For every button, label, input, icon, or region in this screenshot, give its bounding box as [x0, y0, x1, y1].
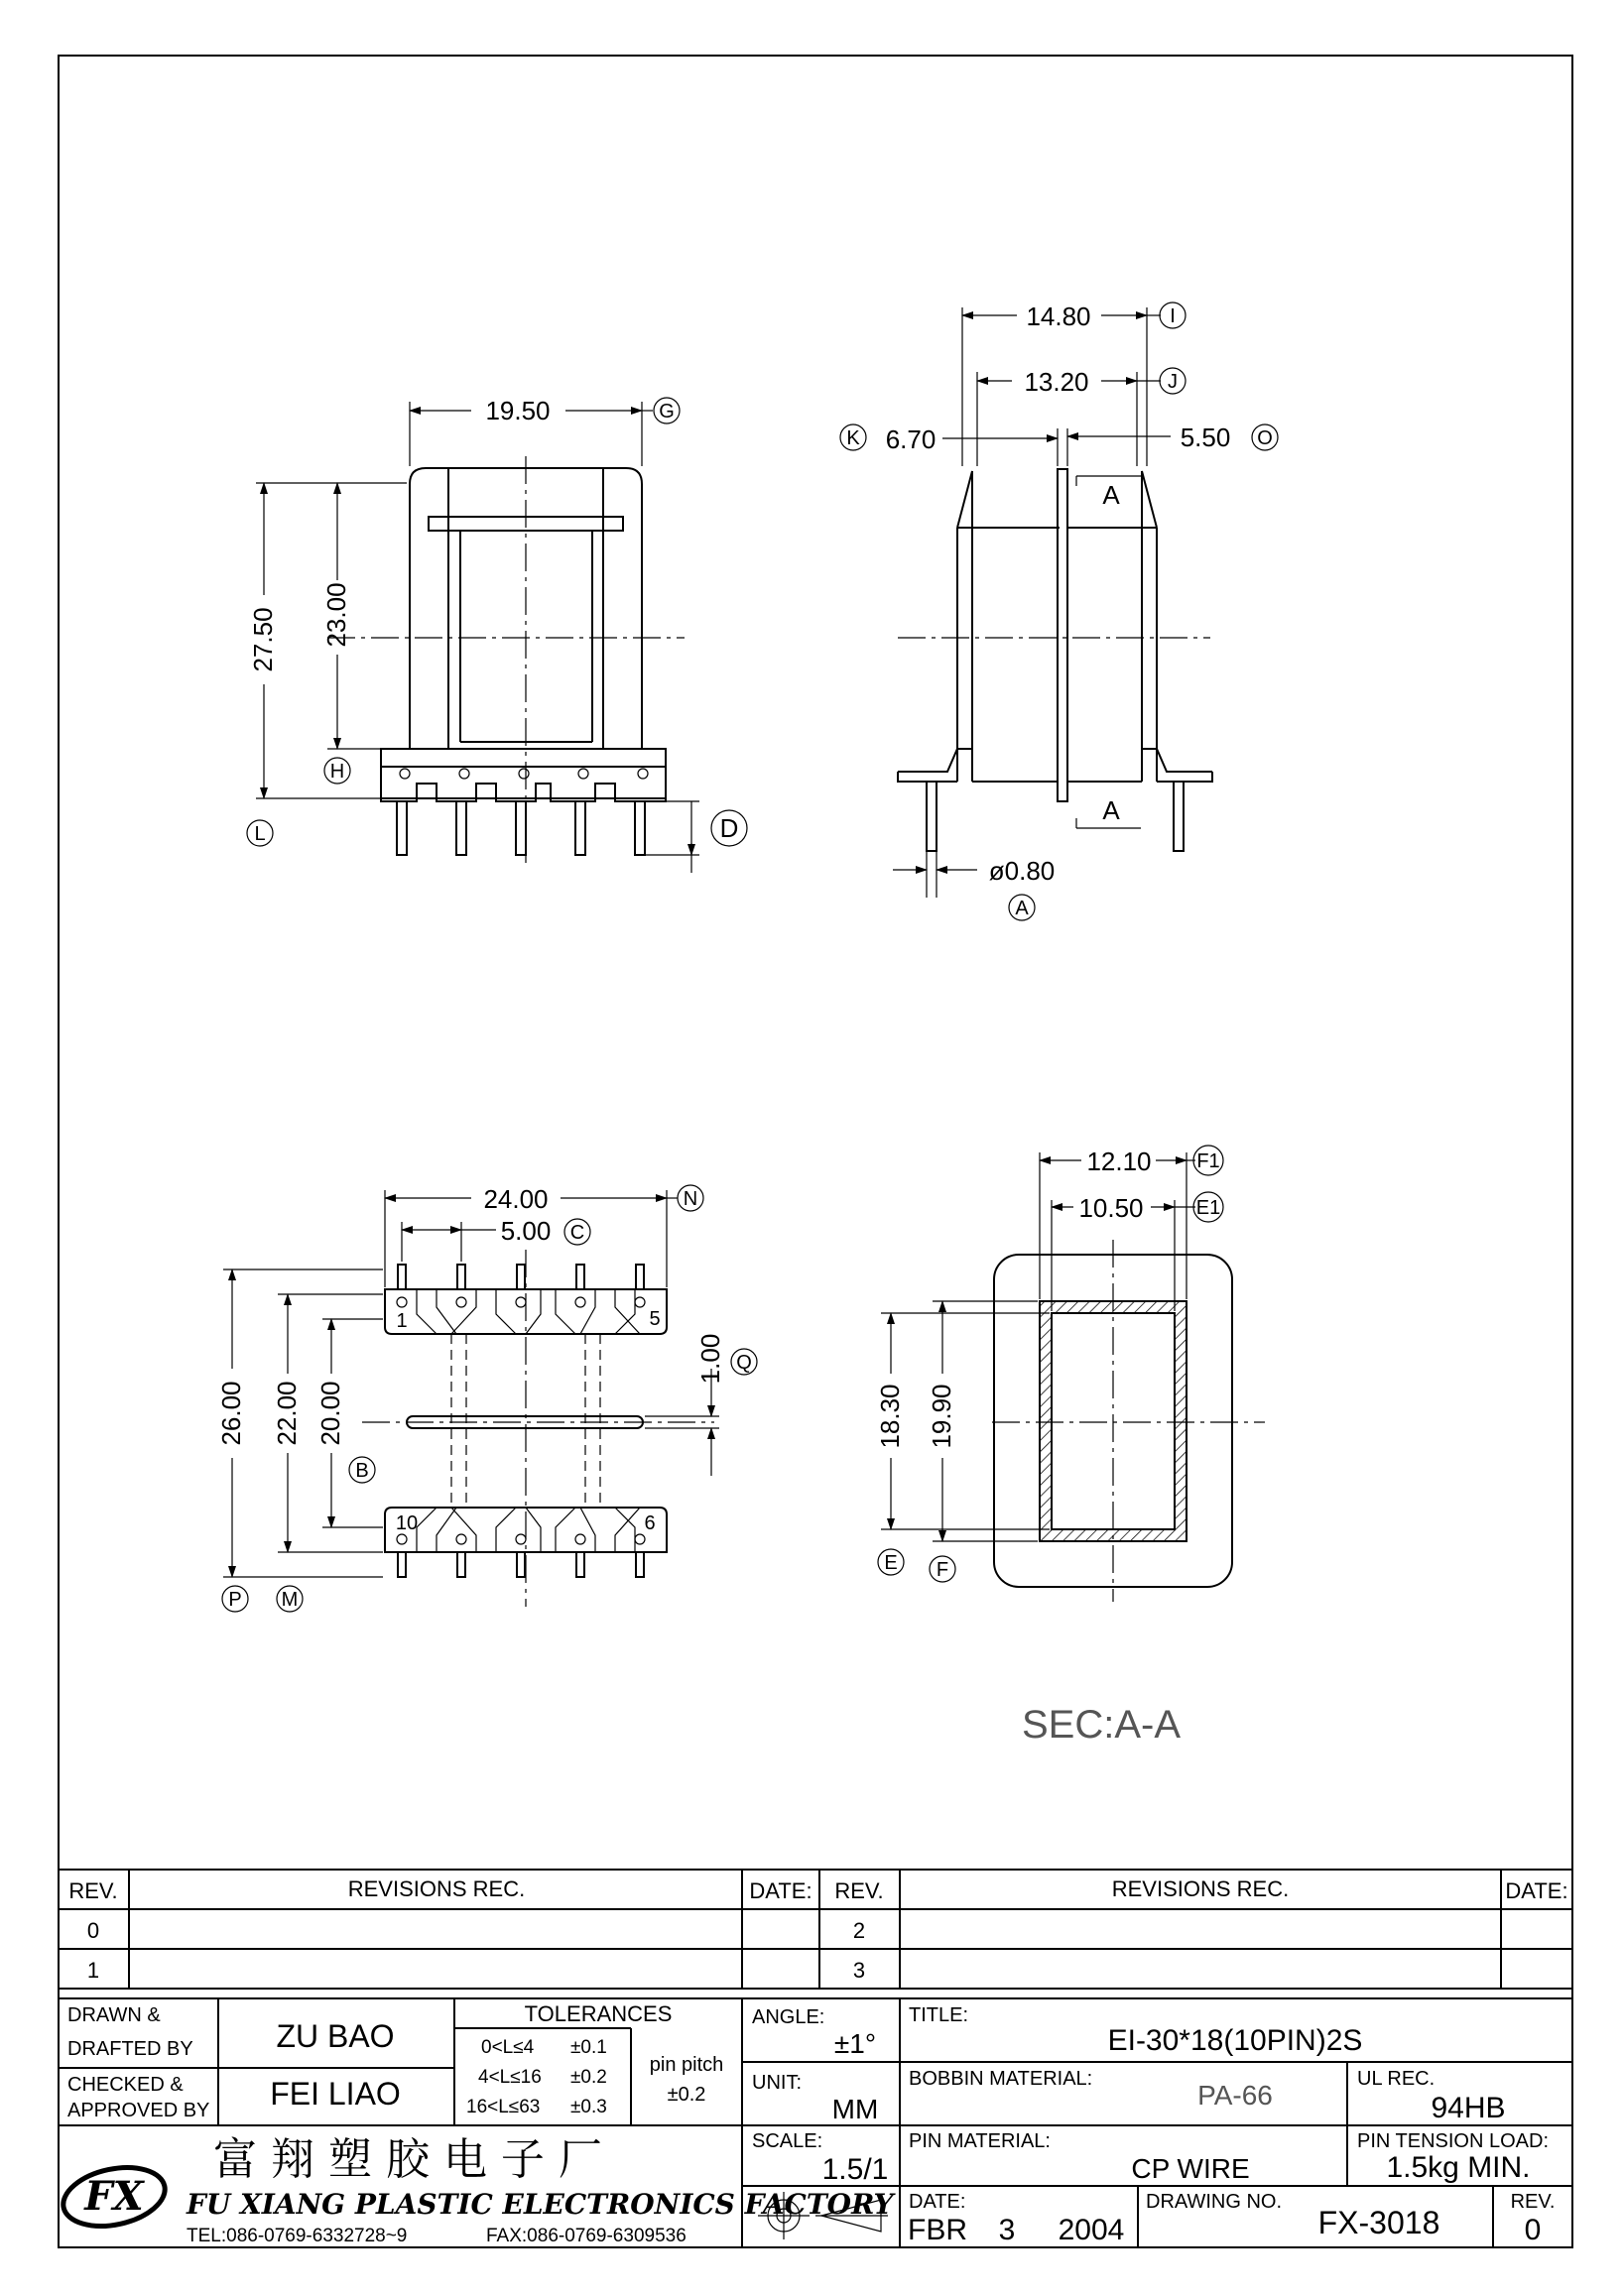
svg-text:Q: Q [736, 1352, 752, 1374]
checked-value: FEI LIAO [270, 2076, 401, 2112]
tol-3v: ±0.3 [570, 2097, 607, 2117]
scale-label: SCALE: [752, 2130, 823, 2152]
dim-5-00: 5.00 [500, 1216, 552, 1246]
pin-pitch-value: ±0.2 [667, 2084, 706, 2106]
svg-text:G: G [659, 401, 675, 423]
date-label: DATE: [909, 2191, 966, 2213]
tol-1: 0<L≤4 [481, 2037, 535, 2058]
marker-j [1160, 368, 1186, 394]
company-english-name: FU XIANG PLASTIC ELECTRONICS FACTORY [187, 2188, 894, 2221]
marker-c [564, 1219, 590, 1245]
rev-header-right: REV. [834, 1878, 884, 1903]
marker-h [324, 758, 350, 784]
svg-text:N: N [683, 1188, 698, 1210]
marker-m [277, 1586, 303, 1612]
marker-d [711, 810, 747, 846]
dim-19-90: 19.90 [927, 1384, 956, 1449]
marker-e [878, 1549, 904, 1575]
bottom-view [216, 1184, 725, 1607]
marker-i [1160, 302, 1186, 328]
svg-text:E1: E1 [1195, 1197, 1221, 1219]
tol-1v: ±0.1 [570, 2037, 607, 2058]
bobbin-label: BOBBIN MATERIAL: [909, 2068, 1093, 2090]
rev-header-left: REV. [68, 1878, 118, 1903]
dim-19-50: 19.50 [485, 396, 551, 425]
ul-label: UL REC. [1357, 2068, 1436, 2090]
rev-row-0: 0 [86, 1918, 100, 1943]
company-chinese-name: 富 翔 塑 胶 电 子 厂 [213, 2134, 602, 2185]
side-view [886, 302, 1231, 898]
unit-value: MM [831, 2094, 879, 2124]
rec-header-right: REVISIONS REC. [1111, 1876, 1290, 1901]
tol-2v: ±0.2 [570, 2067, 607, 2088]
rev-label: REV. [1510, 2191, 1556, 2213]
marker-o [1252, 424, 1278, 450]
svg-text:P: P [228, 1589, 242, 1611]
title-block [58, 1998, 1572, 2247]
dim-23-00: 23.00 [321, 582, 351, 648]
pin-material-value: CP WIRE [1131, 2153, 1250, 2184]
marker-a [1009, 895, 1035, 920]
rev-row-1: 1 [86, 1958, 100, 1983]
section-view [875, 1147, 1265, 1747]
svg-text:F: F [936, 1559, 949, 1581]
dim-24-00: 24.00 [483, 1184, 549, 1214]
pin-material-label: PIN MATERIAL: [909, 2130, 1051, 2152]
svg-text:M: M [281, 1589, 299, 1611]
section-a-bottom: A [1102, 795, 1120, 825]
svg-text:E: E [884, 1552, 898, 1574]
drawn-value: ZU BAO [276, 2018, 395, 2054]
marker-k [840, 424, 866, 450]
svg-text:H: H [329, 761, 345, 783]
unit-label: UNIT: [752, 2072, 802, 2094]
tolerances-label: TOLERANCES [524, 2001, 673, 2026]
dim-12-10: 12.10 [1086, 1147, 1152, 1176]
svg-text:C: C [569, 1222, 585, 1244]
svg-text:D: D [719, 813, 739, 843]
marker-q [731, 1349, 757, 1375]
checked-label-2: APPROVED BY [67, 2100, 210, 2121]
drawing-no-label: DRAWING NO. [1146, 2191, 1283, 2213]
marker-f [930, 1556, 955, 1582]
dim-13-20: 13.20 [1024, 367, 1089, 397]
company-logo-icon [58, 2159, 170, 2235]
title-value: EI-30*18(10PIN)2S [1107, 2024, 1363, 2057]
svg-text:A: A [1015, 898, 1029, 919]
company-fax: FAX:086-0769-6309536 [486, 2226, 687, 2246]
rev-value: 0 [1524, 2214, 1542, 2246]
svg-text:K: K [846, 427, 860, 449]
svg-text:B: B [355, 1460, 369, 1482]
svg-text:L: L [254, 823, 266, 845]
rev-row-2: 2 [852, 1918, 866, 1943]
section-label: SEC:A-A [1021, 1703, 1182, 1747]
drawn-label-2: DRAFTED BY [67, 2038, 193, 2060]
angle-label: ANGLE: [752, 2006, 825, 2028]
dim-5-50: 5.50 [1180, 423, 1231, 452]
dim-6-70: 6.70 [885, 424, 937, 454]
dim-18-30: 18.30 [875, 1384, 905, 1449]
front-view [248, 396, 699, 873]
dim-26-00: 26.00 [216, 1381, 246, 1446]
marker-n [678, 1185, 703, 1211]
svg-text:F1: F1 [1196, 1150, 1220, 1172]
pin-label-6: 6 [644, 1512, 656, 1534]
ul-value: 94HB [1431, 2092, 1506, 2124]
date-day: 3 [998, 2214, 1016, 2246]
dim-20-00: 20.00 [315, 1381, 345, 1446]
drawn-label-1: DRAWN & [67, 2004, 161, 2026]
pin-label-1: 1 [396, 1310, 408, 1332]
pin-pitch-label: pin pitch [649, 2054, 724, 2076]
dim-1-00: 1.00 [695, 1333, 725, 1385]
marker-p [222, 1586, 248, 1612]
drawing-border [59, 56, 1572, 2247]
tol-2: 4<L≤16 [478, 2067, 542, 2088]
tol-3: 16<L≤63 [466, 2097, 541, 2117]
section-a-top: A [1102, 480, 1120, 510]
date-header-right: DATE: [1505, 1878, 1568, 1903]
marker-b [349, 1457, 375, 1483]
dim-27-50: 27.50 [248, 607, 278, 672]
rec-header-left: REVISIONS REC. [347, 1876, 526, 1901]
tension-value: 1.5kg MIN. [1386, 2151, 1531, 2184]
marker-g [654, 398, 680, 423]
tension-label: PIN TENSION LOAD: [1357, 2130, 1550, 2152]
bobbin-value: PA-66 [1197, 2080, 1273, 2111]
marker-f1 [1193, 1146, 1223, 1175]
marker-e1 [1193, 1192, 1223, 1222]
title-label: TITLE: [909, 2004, 969, 2026]
scale-value: 1.5/1 [821, 2153, 889, 2186]
drawing-no-value: FX-3018 [1317, 2205, 1440, 2240]
revisions-table [59, 1870, 1572, 1998]
logo-text: FX [84, 2173, 144, 2220]
svg-text:J: J [1168, 371, 1178, 393]
pin-label-10: 10 [395, 1512, 419, 1534]
date-year: 2004 [1058, 2214, 1125, 2246]
checked-label-1: CHECKED & [67, 2074, 184, 2096]
company-tel: TEL:086-0769-6332728~9 [187, 2226, 408, 2246]
angle-value: ±1° [833, 2028, 877, 2059]
pin-label-5: 5 [649, 1308, 661, 1330]
dim-10-50: 10.50 [1078, 1193, 1144, 1223]
dim-0-80: ø0.80 [988, 856, 1056, 886]
dim-14-80: 14.80 [1026, 302, 1091, 331]
dim-22-00: 22.00 [272, 1381, 302, 1446]
date-month: FBR [908, 2214, 967, 2246]
svg-text:O: O [1257, 427, 1273, 449]
rev-row-3: 3 [852, 1958, 866, 1983]
date-header-left: DATE: [749, 1878, 812, 1903]
svg-text:I: I [1170, 305, 1176, 327]
marker-l [247, 820, 273, 846]
